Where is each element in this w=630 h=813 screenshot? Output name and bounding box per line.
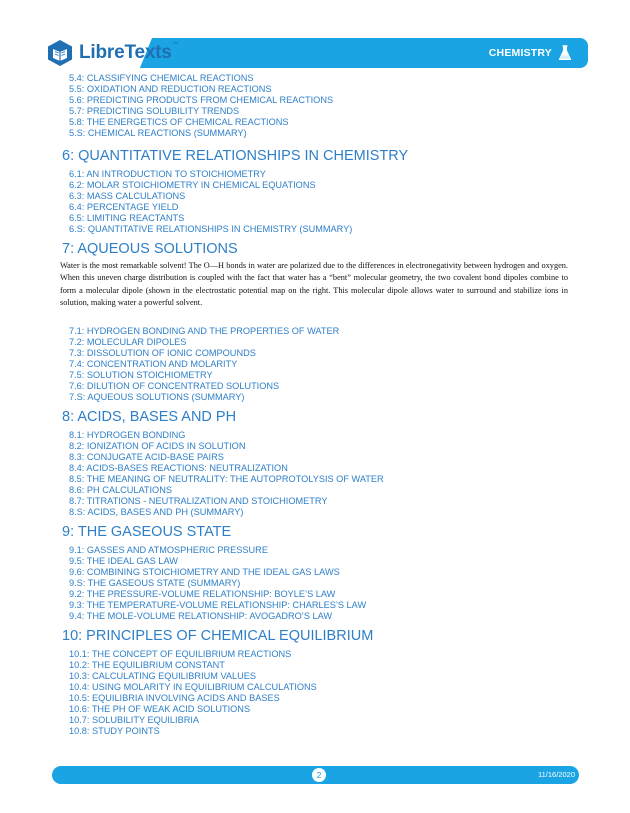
section-list (62, 545, 568, 622)
toc-link[interactable]: 9.S: THE GASEOUS STATE (SUMMARY) (69, 577, 241, 588)
toc-link[interactable]: 7.S: AQUEOUS SOLUTIONS (SUMMARY) (69, 391, 245, 402)
toc-link[interactable]: 7.5: SOLUTION STOICHIOMETRY (69, 369, 213, 380)
list-item[interactable] (69, 589, 568, 600)
toc-link[interactable]: 8.S: ACIDS, BASES AND PH (SUMMARY) (69, 506, 244, 517)
list-item[interactable] (69, 359, 568, 370)
toc-content (62, 73, 568, 737)
toc-link[interactable]: 6.3: MASS CALCULATIONS (69, 191, 186, 201)
toc-link[interactable]: 5.8: THE ENERGETICS OF CHEMICAL REACTIONS (69, 117, 289, 127)
toc-link[interactable]: 5.7: PREDICTING SOLUBILITY TRENDS (69, 106, 240, 116)
list-item[interactable] (69, 169, 568, 180)
list-item[interactable] (69, 474, 568, 485)
list-item[interactable] (69, 682, 568, 693)
toc-link[interactable]: 6.2: MOLAR STOICHIOMETRY IN CHEMICAL EQUATIONS (69, 180, 316, 190)
subject-label[interactable] (489, 38, 572, 68)
toc-link[interactable]: 7.2: MOLECULAR DIPOLES (69, 336, 187, 347)
section-intro: Water is the most remarkable solvent! The O—H bonds in water are polarized due to the differences in electronegativity between hydrogen and oxygen. When this uneven charge distribution is coupled with the fact that water has a “bent” molecular geometry, the two covalent bond dipoles combine to form a molecular dipole (shown in the electrostatic potential map on the right. This molecular dipole allows water to surround and stabilize ions in solution, making water a powerful solvent. (60, 261, 568, 308)
toc-link[interactable]: 9.5: THE IDEAL GAS LAW (69, 555, 178, 566)
toc-link[interactable]: 10.5: EQUILIBRIA INVOLVING ACIDS AND BASES (69, 692, 280, 703)
list-item[interactable] (69, 95, 568, 106)
section-title[interactable]: 6: QUANTITATIVE RELATIONSHIPS IN CHEMISTRY (62, 148, 409, 164)
toc-link[interactable]: 10.4: USING MOLARITY IN EQUILIBRIUM CALCULATIONS (69, 681, 317, 692)
list-item[interactable] (69, 649, 568, 660)
continued-list (62, 73, 568, 139)
toc-link[interactable]: 10.6: THE PH OF WEAK ACID SOLUTIONS (69, 703, 251, 714)
toc-link[interactable]: 10.7: SOLUBILITY EQUILIBRIA (69, 714, 200, 725)
list-item[interactable] (69, 671, 568, 682)
list-item[interactable] (69, 337, 568, 348)
toc-link[interactable]: 7.1: HYDROGEN BONDING AND THE PROPERTIES OF WATER (69, 325, 340, 336)
section-title[interactable]: 8: ACIDS, BASES AND PH (62, 408, 237, 425)
logo-text: LibreTexts™ (79, 42, 179, 63)
list-item[interactable] (69, 180, 568, 191)
subject-text: CHEMISTRY (488, 47, 552, 59)
list-item[interactable] (69, 191, 568, 202)
toc-link[interactable]: 7.4: CONCENTRATION AND MOLARITY (69, 358, 238, 369)
toc-link[interactable]: 9.4: THE MOLE-VOLUME RELATIONSHIP: AVOGADRO’S LAW (69, 610, 333, 621)
section-title[interactable]: 9: THE GASEOUS STATE (62, 523, 232, 540)
section-list (62, 649, 568, 737)
list-item[interactable] (69, 430, 568, 441)
list-item[interactable] (69, 128, 568, 139)
list-item[interactable] (69, 326, 568, 337)
list-item[interactable] (69, 381, 568, 392)
toc-link[interactable]: 6.4: PERCENTAGE YIELD (69, 202, 179, 212)
toc-link[interactable]: 8.7: TITRATIONS - NEUTRALIZATION AND STOICHIOMETRY (69, 495, 328, 506)
page-number: 2 (312, 768, 326, 782)
toc-link[interactable]: 8.3: CONJUGATE ACID-BASE PAIRS (69, 451, 224, 462)
toc-link[interactable]: 9.2: THE PRESSURE-VOLUME RELATIONSHIP: BOYLE’S LAW (69, 588, 336, 599)
toc-link[interactable]: 8.2: IONIZATION OF ACIDS IN SOLUTION (69, 440, 246, 451)
list-item[interactable] (69, 84, 568, 95)
list-item[interactable] (69, 693, 568, 704)
toc-link[interactable]: 5.4: CLASSIFYING CHEMICAL REACTIONS (69, 73, 254, 83)
toc-link[interactable]: 10.8: STUDY POINTS (69, 725, 160, 736)
list-item[interactable] (69, 600, 568, 611)
toc-link[interactable]: 9.3: THE TEMPERATURE-VOLUME RELATIONSHIP: CHARLES’S LAW (69, 599, 367, 610)
toc-link[interactable]: 8.5: THE MEANING OF NEUTRALITY: THE AUTOPROTOLYSIS OF WATER (69, 473, 384, 484)
toc-link[interactable]: 8.1: HYDROGEN BONDING (69, 429, 186, 440)
list-item[interactable] (69, 106, 568, 117)
list-item[interactable] (69, 441, 568, 452)
toc-link[interactable]: 8.4: ACIDS-BASES REACTIONS: NEUTRALIZATION (69, 462, 288, 473)
list-item[interactable] (69, 715, 568, 726)
list-item[interactable] (69, 117, 568, 128)
toc-link[interactable]: 10.2: THE EQUILIBRIUM CONSTANT (69, 659, 225, 670)
toc-link[interactable]: 6.S: QUANTITATIVE RELATIONSHIPS IN CHEMISTRY (SUMMARY) (69, 224, 353, 234)
toc-link[interactable]: 6.5: LIMITING REACTANTS (69, 213, 185, 223)
libretexts-logo-icon (46, 39, 74, 67)
toc-link[interactable]: 5.6: PREDICTING PRODUCTS FROM CHEMICAL REACTIONS (69, 95, 334, 105)
toc-link[interactable]: 7.6: DILUTION OF CONCENTRATED SOLUTIONS (69, 380, 280, 391)
list-item[interactable] (69, 704, 568, 715)
toc-link[interactable]: 10.3: CALCULATING EQUILIBRIUM VALUES (69, 670, 257, 681)
list-item[interactable] (69, 370, 568, 381)
list-item[interactable] (69, 452, 568, 463)
toc-link[interactable]: 10.1: THE CONCEPT OF EQUILIBRIUM REACTIONS (69, 648, 292, 659)
list-item[interactable] (69, 485, 568, 496)
section-title[interactable]: 7: AQUEOUS SOLUTIONS (62, 241, 238, 257)
section-list (62, 430, 568, 518)
toc-link[interactable]: 5.S: CHEMICAL REACTIONS (SUMMARY) (69, 128, 247, 138)
section-list (62, 326, 568, 403)
section-title[interactable]: 10: PRINCIPLES OF CHEMICAL EQUILIBRIUM (62, 627, 374, 644)
flask-icon (558, 45, 572, 61)
list-item[interactable] (69, 73, 568, 84)
list-item[interactable] (69, 496, 568, 507)
toc-link[interactable]: 9.1: GASSES AND ATMOSPHERIC PRESSURE (69, 544, 268, 555)
toc-link[interactable]: 9.6: COMBINING STOICHIOMETRY AND THE IDEAL GAS LAWS (69, 566, 340, 577)
list-item[interactable] (69, 463, 568, 474)
list-item[interactable] (69, 507, 568, 518)
toc-link[interactable]: 8.6: PH CALCULATIONS (69, 484, 172, 495)
toc-link[interactable]: 6.1: AN INTRODUCTION TO STOICHIOMETRY (69, 169, 266, 179)
list-item[interactable] (69, 611, 568, 622)
list-item[interactable] (69, 545, 568, 556)
list-item[interactable] (69, 348, 568, 359)
list-item[interactable] (69, 392, 568, 403)
list-item[interactable] (69, 202, 568, 213)
libretexts-logo[interactable] (46, 38, 179, 68)
list-item[interactable] (69, 578, 568, 589)
list-item[interactable] (69, 556, 568, 567)
footer-date: 11/16/2020 (538, 770, 575, 779)
list-item[interactable] (69, 726, 568, 737)
list-item[interactable] (69, 567, 568, 578)
list-item[interactable] (69, 224, 568, 235)
toc-link[interactable]: 7.3: DISSOLUTION OF IONIC COMPOUNDS (69, 347, 256, 358)
list-item[interactable] (69, 660, 568, 671)
list-item[interactable] (69, 213, 568, 224)
toc-link[interactable]: 5.5: OXIDATION AND REDUCTION REACTIONS (69, 84, 272, 94)
section-list (62, 169, 568, 235)
